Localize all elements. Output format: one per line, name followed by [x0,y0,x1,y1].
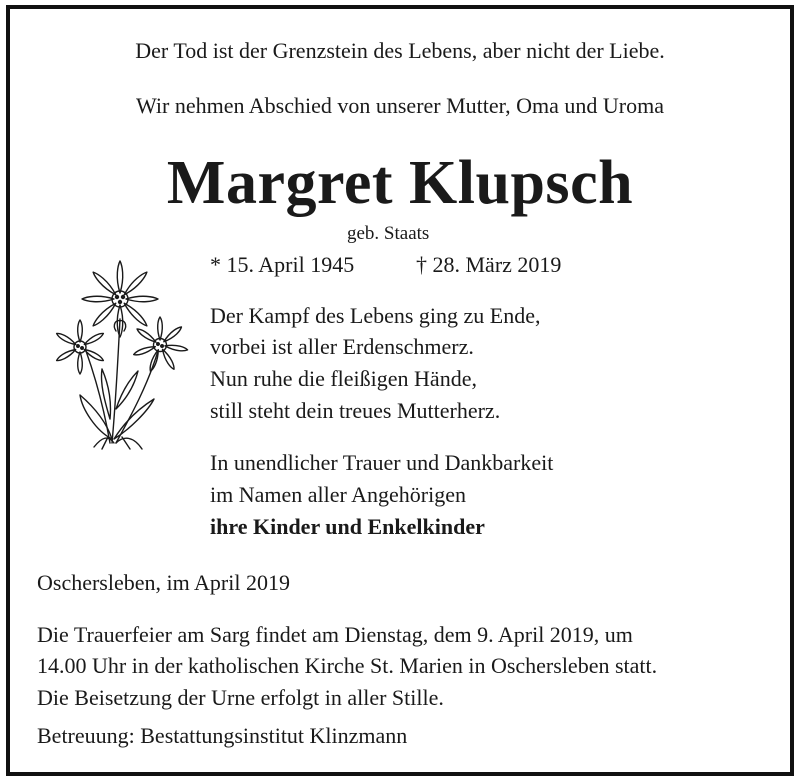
intro-line: Wir nehmen Abschied von unserer Mutter, Oma und Uroma [136,93,664,118]
poem-line-4: still steht dein treues Mutterherz. [210,398,501,423]
poem-line-2: vorbei ist aller Erdenschmerz. [210,334,474,359]
signature: ihre Kinder und Enkelkinder [210,514,485,539]
ceremony-line-3: Die Beisetzung der Urne erfolgt in aller Stille. [37,685,444,710]
death-date: † 28. März 2019 [416,252,562,277]
grief-line-1: In unendlicher Trauer und Dankbarkeit [210,450,554,475]
edelweiss-icon [46,259,196,455]
ceremony-line-1: Die Trauerfeier am Sarg findet am Dienstag, dem 9. April 2019, um [37,622,633,647]
deceased-name: Margret Klupsch [166,149,634,217]
poem-line-1: Der Kampf des Lebens ging zu Ende, [210,303,541,328]
birth-name: geb. Staats [347,223,430,244]
care-line: Betreuung: Bestattungsinstitut Klinzmann [37,723,408,748]
place-date: Oschersleben, im April 2019 [37,570,290,595]
birth-date: * 15. April 1945 [210,252,355,277]
obituary-frame [6,5,794,776]
ceremony-line-2: 14.00 Uhr in der katholischen Kirche St. Marien in Oschersleben statt. [37,653,658,678]
quote-line: Der Tod ist der Grenzstein des Lebens, aber nicht der Liebe. [135,38,665,63]
poem-line-3: Nun ruhe die fleißigen Hände, [210,366,477,391]
grief-line-2: im Namen aller Angehörigen [210,482,466,507]
